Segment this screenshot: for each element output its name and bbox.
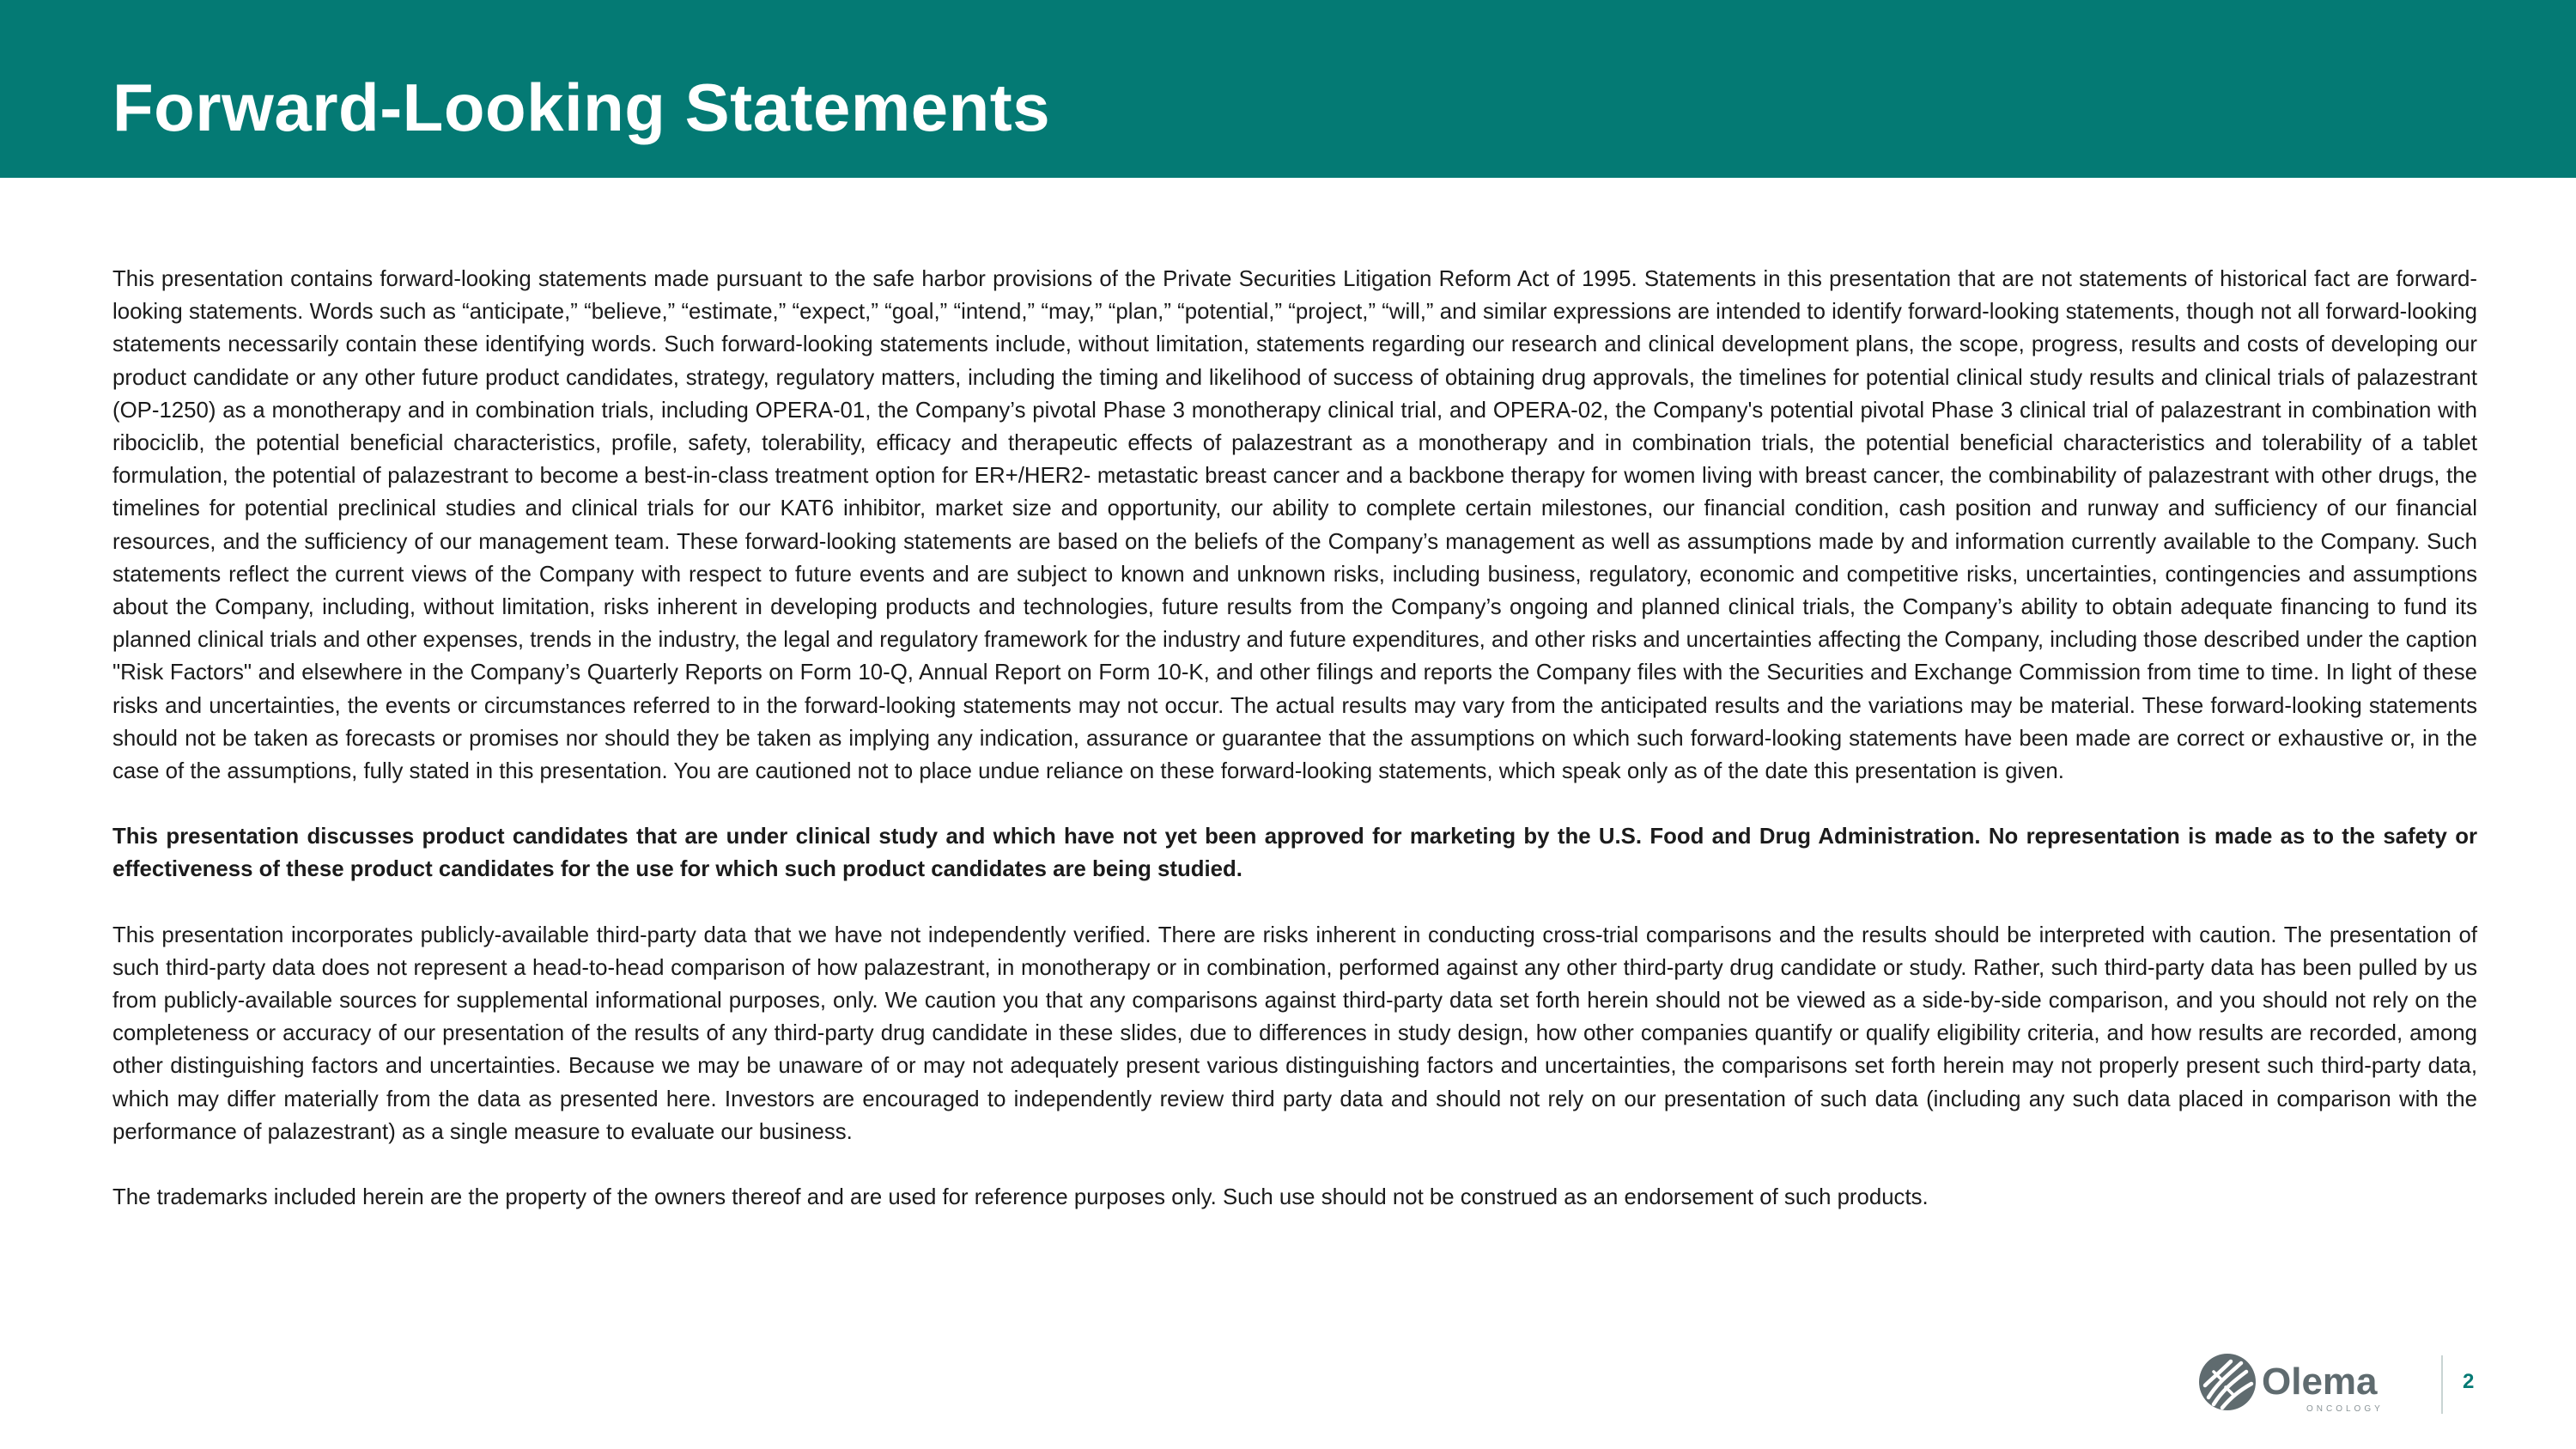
disclaimer-body [112,263,2477,1246]
third-party-data-paragraph: This presentation incorporates publicly-available third-party data that we have not independently verified. There are risks inherent in conducting cross-trial comparisons and the results should be interpreted with caution. The presentation of such third-party data does not represent a head-to-head comparison of how palazestrant, in monotherapy or in combination, performed against any other third-party drug candidate or study. Rather, such third-party data has been pulled by us from publicly-available sources for supplemental informational purposes, only. We caution you that any comparisons against third-party data set forth herein should not be viewed as a side-by-side comparison, and you should not rely on the completeness or accuracy of our presentation of the results of any third-party drug candidate in these slides, due to differences in study design, how other companies quantify or qualify eligibility criteria, and how results are recorded, among other distinguishing factors and uncertainties. Because we may be unaware of or may not adequately present various distinguishing factors and uncertainties, the comparisons set forth herein may not properly present such third-party data, which may differ materially from the data as presented here. Investors are encouraged to independently review third party data and should not rely on our presentation of such data (including any such data placed in comparison with the performance of palazestrant) as a single measure to evaluate our business. [112,922,2477,1144]
footer-divider [2441,1355,2443,1414]
product-candidates-notice: This presentation discusses product candidates that are under clinical study and which have not yet been approved for marketing by the U.S. Food and Drug Administration. No representation is made as to the safety or effectiveness of these product candidates for the use for which such product candidates are being studied. [112,825,2477,882]
olema-logo-graphic [2196,1353,2407,1415]
olema-mark-icon [2199,1354,2256,1410]
logo-wordmark: Olema [2262,1361,2378,1403]
page-number: 2 [2463,1370,2475,1393]
page-title: Forward-Looking Statements [112,70,1051,145]
olema-logo [2196,1353,2407,1415]
trademarks-paragraph: The trademarks included herein are the property of the owners thereof and are used for reference purposes only. Such use should not be construed as an endorsement of such products. [112,1185,1929,1210]
title-bar [0,0,2576,178]
forward-looking-paragraph: This presentation contains forward-looking statements made pursuant to the safe harbor provisions of the Private Securities Litigation Reform Act of 1995. Statements in this presentation that are not statements of historical fact are forward-looking statements. Words such as “anticipate,” “believe,” “estimate,” “expect,” “goal,” “intend,” “may,” “plan,” “potential,” “project,” “will,” and similar expressions are intended to identify forward-looking statements, though not all forward-looking statements necessarily contain these identifying words. Such forward-looking statements include, without limitation, statements regarding our research and clinical development plans, the scope, progress, results and costs of developing our product candidate or any other future product candidates, strategy, regulatory matters, including the timing and likelihood of success of obtaining drug approvals, the timelines for potential clinical study results and clinical trials of palazestrant (OP-1250) as a monotherapy and in combination trials, including OPERA-01, the Company’s pivotal Phase 3 monotherapy clinical trial, and OPERA-02, the Company's potential pivotal Phase 3 clinical trial of palazestrant in combination with ribociclib, the potential beneficial characteristics, profile, safety, tolerability, efficacy and therapeutic effects of palazestrant as a monotherapy and in combination trials, the potential beneficial characteristics and tolerability of a tablet formulation, the potential of palazestrant to become a best-in-class treatment option for ER+/HER2- metastatic breast cancer and a backbone therapy for women living with breast cancer, the combinability of palazestrant with other drugs, the timelines for potential preclinical studies and clinical trials for our KAT6 inhibitor, market size and opportunity, our ability to complete certain milestones, our financial condition, cash position and runway and sufficiency of our financial resources, and the sufficiency of our management team. These forward-looking statements are based on the beliefs of the Company’s management as well as assumptions made by and information currently available to the Company. Such statements reflect the current views of the Company with respect to future events and are subject to known and unknown risks, including business, regulatory, economic and competitive risks, uncertainties, contingencies and assumptions about the Company, including, without limitation, risks inherent in developing products and technologies, future results from the Company’s ongoing and planned clinical trials, the Company’s ability to obtain adequate financing to fund its planned clinical trials and other expenses, trends in the industry, the legal and regulatory framework for the industry and future expenditures, and other risks and uncertainties affecting the Company, including those described under the caption "Risk Factors" and elsewhere in the Company’s Quarterly Reports on Form 10-Q, Annual Report on Form 10-K, and other filings and reports the Company files with the Securities and Exchange Commission from time to time. In light of these risks and uncertainties, the events or circumstances referred to in the forward-looking statements may not occur. The actual results may vary from the anticipated results and the variations may be material. These forward-looking statements should not be taken as forecasts or promises nor should they be taken as implying any indication, assurance or guarantee that the assumptions on which such forward-looking statements have been made are correct or exhaustive or, in the case of the assumptions, fully stated in this presentation. You are cautioned not to place undue reliance on these forward-looking statements, which speak only as of the date this presentation is given. [112,267,2477,784]
logo-subtitle: ONCOLOGY [2306,1404,2384,1414]
